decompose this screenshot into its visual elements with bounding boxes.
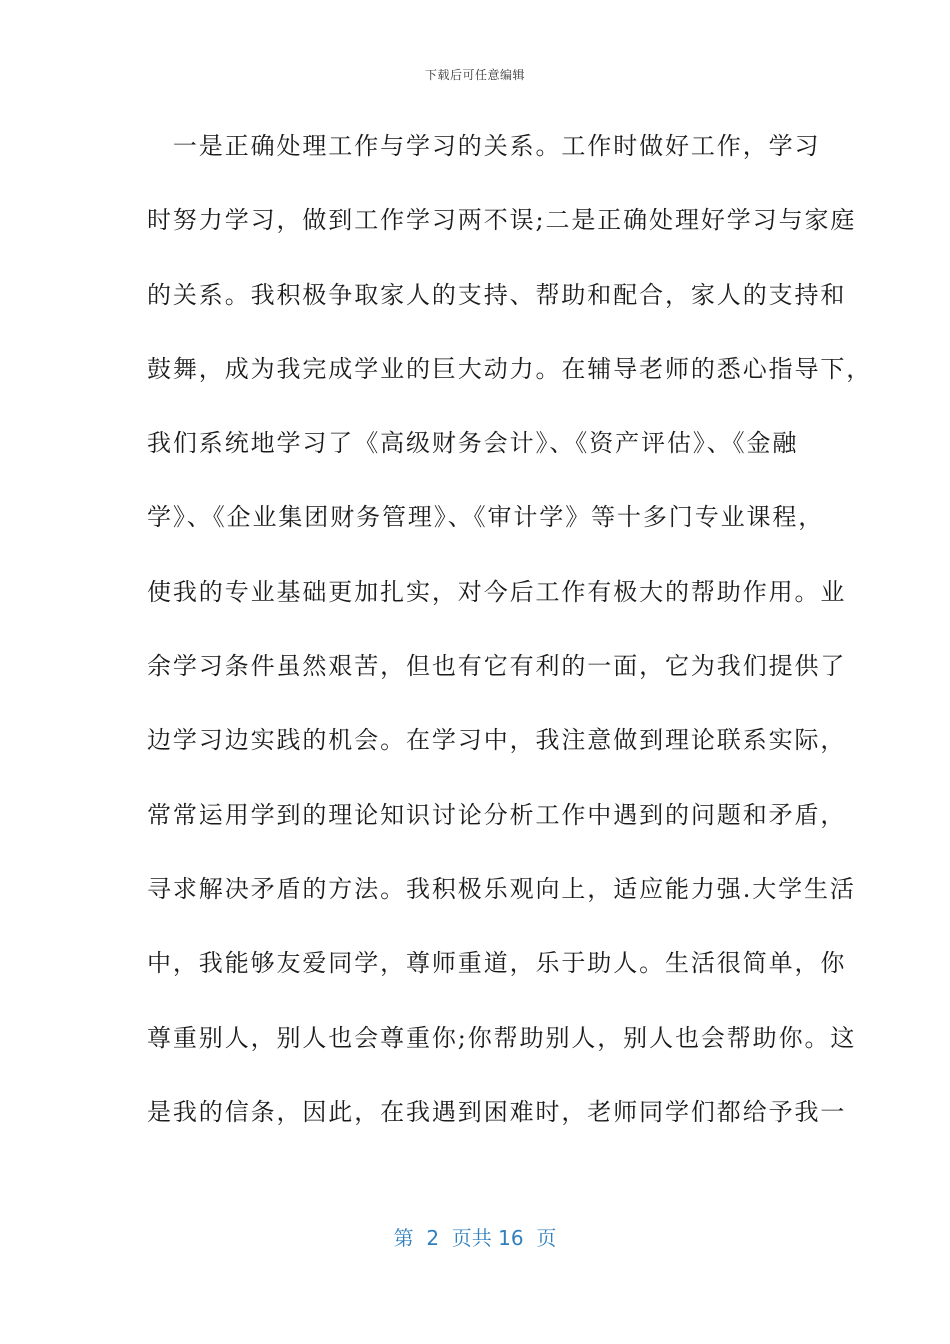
page-header: 下载后可任意编辑: [424, 68, 525, 82]
text-line: 常常运用学到的理论知识讨论分析工作中遇到的问题和矛盾，: [147, 800, 847, 829]
page-number-footer: 第 2 页共 16 页: [393, 1226, 557, 1250]
text-line: 余学习条件虽然艰苦，但也有它有利的一面，它为我们提供了: [147, 652, 847, 681]
text-line: 学》、《企业集团财务管理》、《审计学》等十多门专业课程，: [147, 503, 825, 532]
text-line: 是我的信条，因此，在我遇到困难时，老师同学们都给予我一: [147, 1097, 847, 1126]
text-line: 我们系统地学习了《高级财务会计》、《资产评估》、《金融: [147, 429, 799, 458]
text-line: 中，我能够友爱同学，尊师重道，乐于助人。生活很简单，你: [147, 949, 847, 978]
text-line: 边学习边实践的机会。在学习中，我注意做到理论联系实际，: [147, 726, 847, 755]
text-line: 的关系。我积极争取家人的支持、帮助和配合，家人的支持和: [147, 280, 847, 309]
text-line: 鼓舞，成为我完成学业的巨大动力。在辅导老师的悉心指导下，: [147, 354, 873, 383]
text-line: 一是正确处理工作与学习的关系。工作时做好工作，学习: [147, 132, 821, 160]
body-text: [147, 122, 873, 1162]
text-line: 使我的专业基础更加扎实，对今后工作有极大的帮助作用。业: [147, 577, 847, 606]
text-line: 寻求解决矛盾的方法。我积极乐观向上，适应能力强.大学生活: [147, 874, 856, 903]
text-line: 尊重别人，别人也会尊重你;你帮助别人，别人也会帮助你。这: [147, 1023, 857, 1052]
text-line: 时努力学习，做到工作学习两不误;二是正确处理好学习与家庭: [147, 206, 857, 235]
